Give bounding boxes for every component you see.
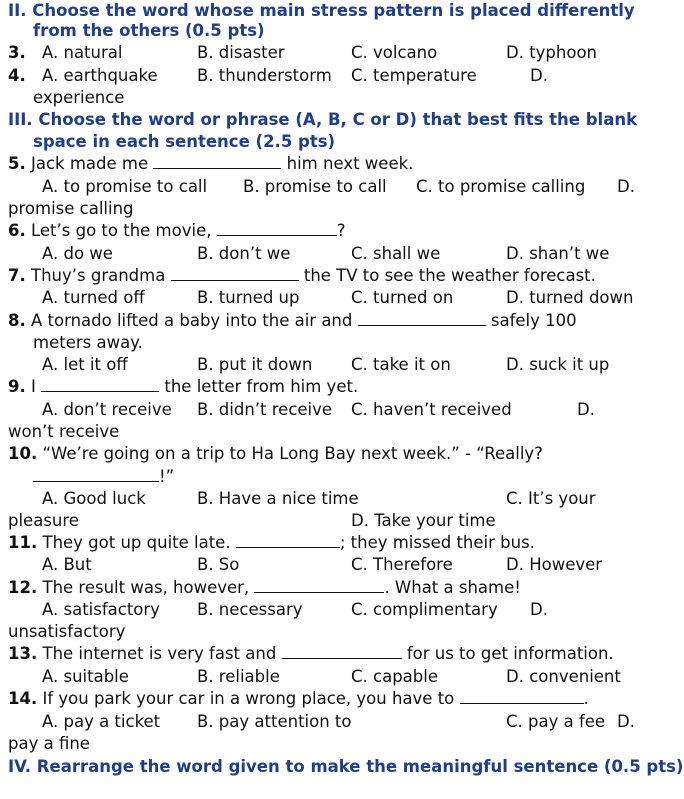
question-3-number: 3. — [8, 43, 26, 62]
section-2-title-line2: from the others (0.5 pts) — [33, 21, 265, 40]
q14-text-after: . — [583, 689, 589, 708]
q12-text-before: The result was, however, — [42, 578, 250, 597]
q9-text-after: the letter from him yet. — [164, 377, 359, 396]
question-13-number: 13. — [8, 644, 38, 663]
q8-blank[interactable] — [358, 311, 486, 326]
question-13-stem — [8, 643, 614, 665]
question-9-stem — [8, 376, 358, 398]
q9-option-c[interactable]: C. haven’t received — [351, 400, 512, 419]
q14-option-c[interactable]: C. pay a fee — [506, 712, 606, 731]
question-6-number: 6. — [8, 221, 26, 240]
q11-option-d[interactable]: D. However — [506, 555, 603, 574]
q12-option-b[interactable]: B. necessary — [197, 600, 303, 619]
q12-text-after: . What a shame! — [384, 578, 521, 597]
q12-option-a[interactable]: A. satisfactory — [42, 600, 160, 619]
q10-blank-line — [33, 466, 174, 488]
q14-option-d[interactable]: D. — [617, 712, 635, 731]
q10-option-c-continued: pleasure — [8, 511, 79, 530]
q12-option-c[interactable]: C. complimentary — [351, 600, 498, 619]
q14-option-b[interactable]: B. pay attention to — [197, 712, 352, 731]
q13-text-after: for us to get information. — [406, 644, 614, 663]
q10-text-before: “We’re going on a trip to Ha Long Bay next week.” - “Really? — [42, 444, 543, 463]
q4-option-d-continued: experience — [33, 88, 125, 107]
q8-option-a[interactable]: A. let it off — [42, 355, 128, 374]
section-3-title-line2: space in each sentence (2.5 pts) — [33, 132, 336, 151]
q13-option-d[interactable]: D. convenient — [506, 667, 621, 686]
q12-option-d-continued: unsatisfactory — [8, 622, 126, 641]
q7-option-c[interactable]: C. turned on — [351, 288, 454, 307]
q3-option-d[interactable]: D. typhoon — [506, 43, 598, 62]
question-10-number: 10. — [8, 444, 38, 463]
q3-option-a[interactable]: A. natural — [42, 43, 123, 62]
q11-option-b[interactable]: B. So — [197, 555, 240, 574]
question-5-number: 5. — [8, 154, 26, 173]
q4-option-d[interactable]: D. — [530, 66, 548, 85]
q10-text-after: !” — [159, 467, 175, 486]
q4-option-a[interactable]: A. earthquake — [42, 66, 158, 85]
q7-option-d[interactable]: D. turned down — [506, 288, 634, 307]
q11-blank[interactable] — [236, 533, 340, 548]
q8-option-c[interactable]: C. take it on — [351, 355, 451, 374]
section-3-title-line1: III. Choose the word or phrase (A, B, C or D) that best fits the blank — [8, 110, 638, 129]
q6-option-a[interactable]: A. do we — [42, 244, 113, 263]
q5-text-before: Jack made me — [31, 154, 149, 173]
q6-option-b[interactable]: B. don’t we — [197, 244, 291, 263]
question-12-stem — [8, 577, 521, 599]
q7-option-a[interactable]: A. turned off — [42, 288, 145, 307]
q9-option-b[interactable]: B. didn’t receive — [197, 400, 333, 419]
q9-text-before: I — [31, 377, 36, 396]
q5-option-d-continued: promise calling — [8, 199, 134, 218]
q13-blank[interactable] — [282, 644, 402, 659]
q5-option-d[interactable]: D. — [617, 177, 635, 196]
q11-option-c[interactable]: C. Therefore — [351, 555, 453, 574]
question-9-number: 9. — [8, 377, 26, 396]
section-2-title-line1: II. Choose the word whose main stress pattern is placed differently — [8, 1, 635, 20]
q6-blank[interactable] — [217, 221, 337, 236]
question-7-number: 7. — [8, 266, 26, 285]
question-5-stem — [8, 153, 413, 175]
q13-option-c[interactable]: C. capable — [351, 667, 438, 686]
q9-blank[interactable] — [41, 377, 159, 392]
q10-option-d[interactable]: D. Take your time — [351, 511, 496, 530]
q13-option-b[interactable]: B. reliable — [197, 667, 280, 686]
q10-blank[interactable] — [33, 467, 159, 482]
q4-option-c[interactable]: C. temperature — [351, 66, 477, 85]
q5-text-after: him next week. — [286, 154, 414, 173]
q4-option-b[interactable]: B. thunderstorm — [197, 66, 332, 85]
q7-option-b[interactable]: B. turned up — [197, 288, 300, 307]
q5-option-c[interactable]: C. to promise calling — [416, 177, 586, 196]
question-7-stem — [8, 265, 596, 287]
q7-text-before: Thuy’s grandma — [31, 266, 166, 285]
question-8-number: 8. — [8, 311, 26, 330]
q8-text-before: A tornado lifted a baby into the air and — [31, 311, 353, 330]
q8-option-b[interactable]: B. put it down — [197, 355, 313, 374]
q13-text-before: The internet is very fast and — [42, 644, 277, 663]
q14-text-before: If you park your car in a wrong place, you have to — [42, 689, 455, 708]
question-14-number: 14. — [8, 689, 38, 708]
q9-option-d[interactable]: D. — [577, 400, 595, 419]
q7-text-after: the TV to see the weather forecast. — [303, 266, 596, 285]
question-11-stem — [8, 532, 535, 554]
q11-option-a[interactable]: A. But — [42, 555, 92, 574]
q5-option-b[interactable]: B. promise to call — [243, 177, 387, 196]
q11-text-before: They got up quite late. — [42, 533, 231, 552]
q14-option-a[interactable]: A. pay a ticket — [42, 712, 161, 731]
q3-option-b[interactable]: B. disaster — [197, 43, 285, 62]
q6-text-before: Let’s go to the movie, — [31, 221, 212, 240]
q12-blank[interactable] — [254, 578, 384, 593]
question-14-stem — [8, 688, 589, 710]
q9-option-a[interactable]: A. don’t receive — [42, 400, 172, 419]
q6-option-c[interactable]: C. shall we — [351, 244, 441, 263]
q8-option-d[interactable]: D. suck it up — [506, 355, 610, 374]
question-12-number: 12. — [8, 578, 38, 597]
q8-text-after: safely 100 — [490, 311, 577, 330]
q5-blank[interactable] — [153, 154, 281, 169]
q6-option-d[interactable]: D. shan’t we — [506, 244, 610, 263]
q10-option-c[interactable]: C. It’s your — [506, 489, 596, 508]
q14-blank[interactable] — [460, 689, 584, 704]
q8-stem-line2: meters away. — [33, 333, 143, 352]
q5-option-a[interactable]: A. to promise to call — [42, 177, 208, 196]
q12-option-d[interactable]: D. — [530, 600, 548, 619]
question-8-stem — [8, 310, 577, 332]
q14-option-d-continued: pay a fine — [8, 734, 90, 753]
section-4-title: IV. Rearrange the word given to make the meaningful sentence (0.5 pts) — [8, 757, 684, 776]
question-11-number: 11. — [8, 533, 38, 552]
q3-option-c[interactable]: C. volcano — [351, 43, 438, 62]
q9-option-d-continued: won’t receive — [8, 422, 120, 441]
question-6-stem — [8, 220, 345, 242]
question-4-number: 4. — [8, 66, 26, 85]
q10-option-a[interactable]: A. Good luck — [42, 489, 146, 508]
question-10-stem — [8, 443, 543, 465]
q7-blank[interactable] — [171, 266, 299, 281]
q10-option-b[interactable]: B. Have a nice time — [197, 489, 359, 508]
q6-text-after: ? — [336, 221, 346, 240]
q11-text-after: ; they missed their bus. — [339, 533, 535, 552]
q13-option-a[interactable]: A. suitable — [42, 667, 129, 686]
